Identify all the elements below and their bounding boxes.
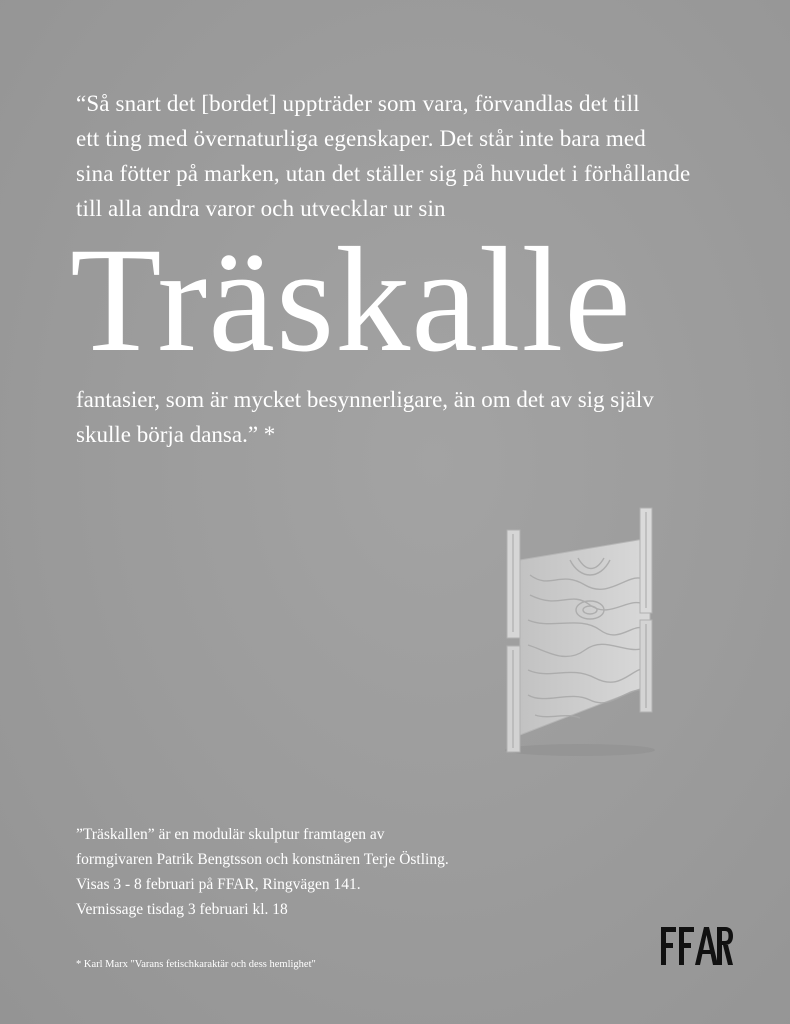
quote-line: ett ting med övernaturliga egenskaper. Det står inte bara med (76, 126, 646, 151)
info-line: ”Träskallen” är en modulär skulptur framtagen av (76, 826, 385, 843)
footnote-citation: * Karl Marx "Varans fetischkaraktär och dess hemlighet" (76, 959, 316, 970)
exhibition-info (76, 822, 596, 922)
quote-line: skulle börja dansa.” * (76, 422, 276, 447)
info-line: formgivaren Patrik Bengtsson och konstnären Terje Östling. (76, 851, 449, 868)
quote-line: sina fötter på marken, utan det ställer sig på huvudet i förhållande (76, 161, 691, 186)
info-line: Vernissage tisdag 3 februari kl. 18 (76, 901, 288, 918)
quote-line: fantasier, som är mycket besynnerligare, än om det av sig själv (76, 387, 654, 412)
quote-closing (76, 382, 756, 452)
quote-opening (76, 86, 756, 226)
info-line: Visas 3 - 8 februari på FFAR, Ringvägen 141. (76, 876, 361, 893)
headline-title: Träskalle (70, 217, 632, 383)
quote-line: till alla andra varor och utvecklar ur sin (76, 196, 446, 221)
quote-line: “Så snart det [bordet] uppträder som vara, förvandlas det till (76, 91, 640, 116)
ffar-logo-icon (661, 925, 733, 967)
sculpture-image (490, 500, 670, 770)
